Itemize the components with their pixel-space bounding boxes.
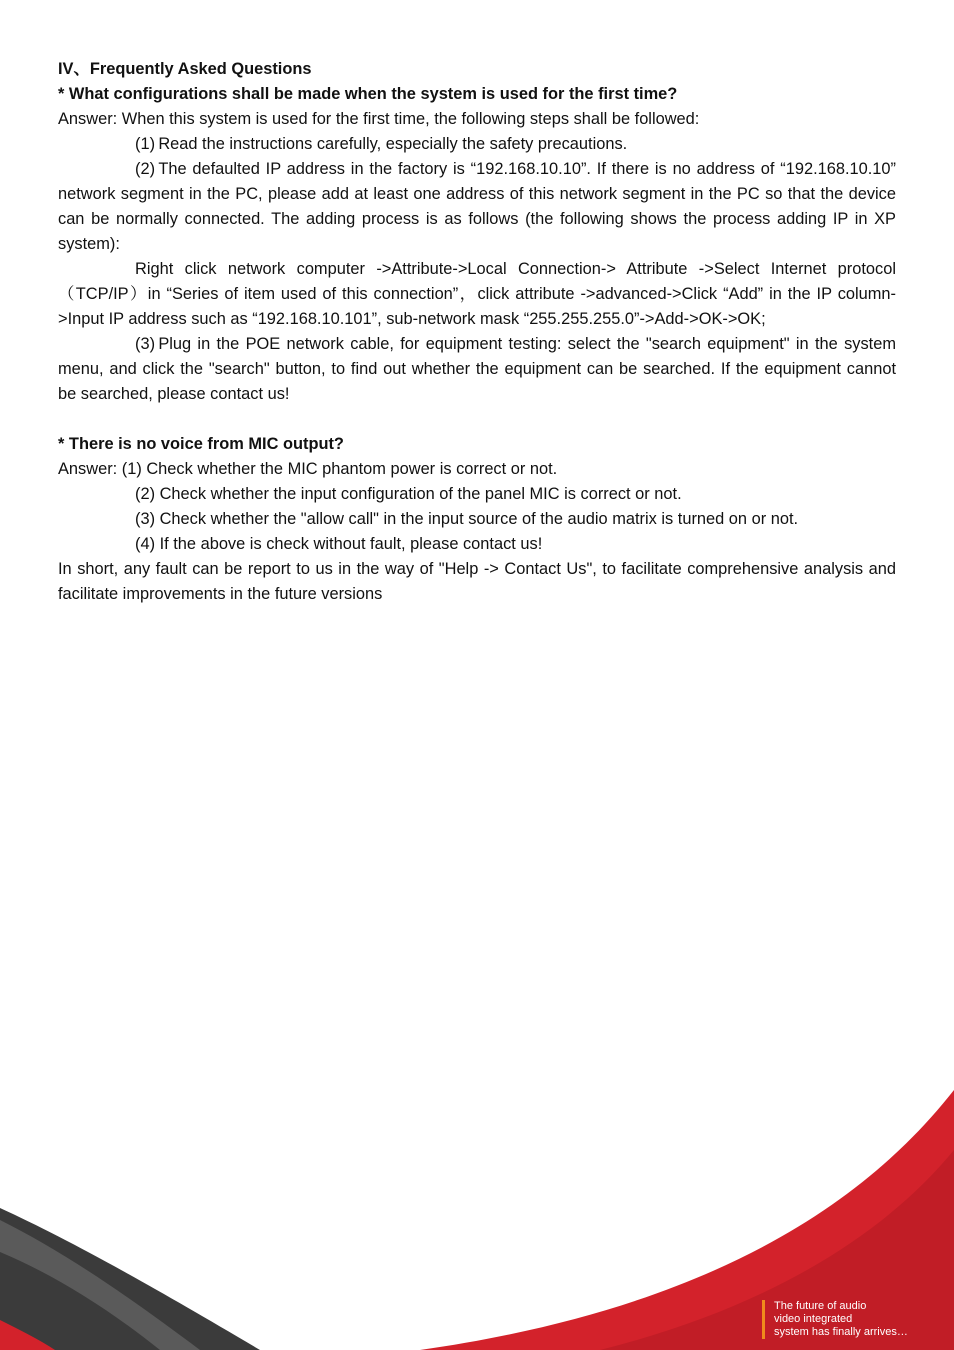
mic-answer-3: (3) Check whether the "allow call" in the input source of the audio matrix is turned on or not.: [135, 510, 799, 528]
mic-answer-2: (2) Check whether the input configuration of the panel MIC is correct or not.: [135, 485, 682, 503]
answer-intro: Answer: When this system is used for the first time, the following steps shall be followed:: [58, 110, 700, 128]
mic-answer-1: Answer: (1) Check whether the MIC phantom power is correct or not.: [58, 460, 558, 478]
question-first-time-config: * What configurations shall be made when the system is used for the first time?: [58, 85, 678, 103]
gray-swoosh-shape: [0, 1208, 260, 1350]
step-2: (2) The defaulted IP address in the factory is “192.168.10.10”. If there is no address of “192.168.10.10” network segment in the PC, please add at least one address of this network segment in the PC so that the device can be normally connected. The adding process is as follows (the following shows the process adding IP in XP system):: [58, 160, 896, 253]
question-mic-no-voice: * There is no voice from MIC output?: [58, 435, 344, 453]
tagline-line-3: system has finally arrives…: [774, 1326, 908, 1338]
brand-tagline: [762, 1300, 908, 1339]
section-title: IV、Frequently Asked Questions: [58, 60, 312, 78]
step-3: (3) Plug in the POE network cable, for equipment testing: select the "search equipment" in the system menu, and click the "search" button, to find out whether the equipment can be searched. If the equipment cannot be searched, please contact us!: [58, 335, 896, 403]
tagline-line-2: video integrated: [774, 1313, 853, 1325]
spacer: [58, 407, 896, 432]
closing-paragraph: In short, any fault can be report to us in the way of "Help -> Contact Us", to facilitate comprehensive analysis and facilitate improvements in the future versions: [58, 560, 896, 603]
step-1: (1) Read the instructions carefully, especially the safety precautions.: [135, 135, 628, 153]
mic-answer-4: (4) If the above is check without fault, please contact us!: [135, 535, 543, 553]
tagline-line-1: The future of audio: [774, 1300, 867, 1312]
faq-content: [58, 57, 896, 607]
step-2-detail: Right click network computer ->Attribute->Local Connection-> Attribute ->Select Internet protocol（TCP/IP）in “Series of item used of this connection”，click attribute ->advanced->Click “Add” in the IP column->Input IP address such as “192.168.10.101”, sub-network mask “255.255.255.0”->Add->OK->OK;: [58, 260, 896, 328]
